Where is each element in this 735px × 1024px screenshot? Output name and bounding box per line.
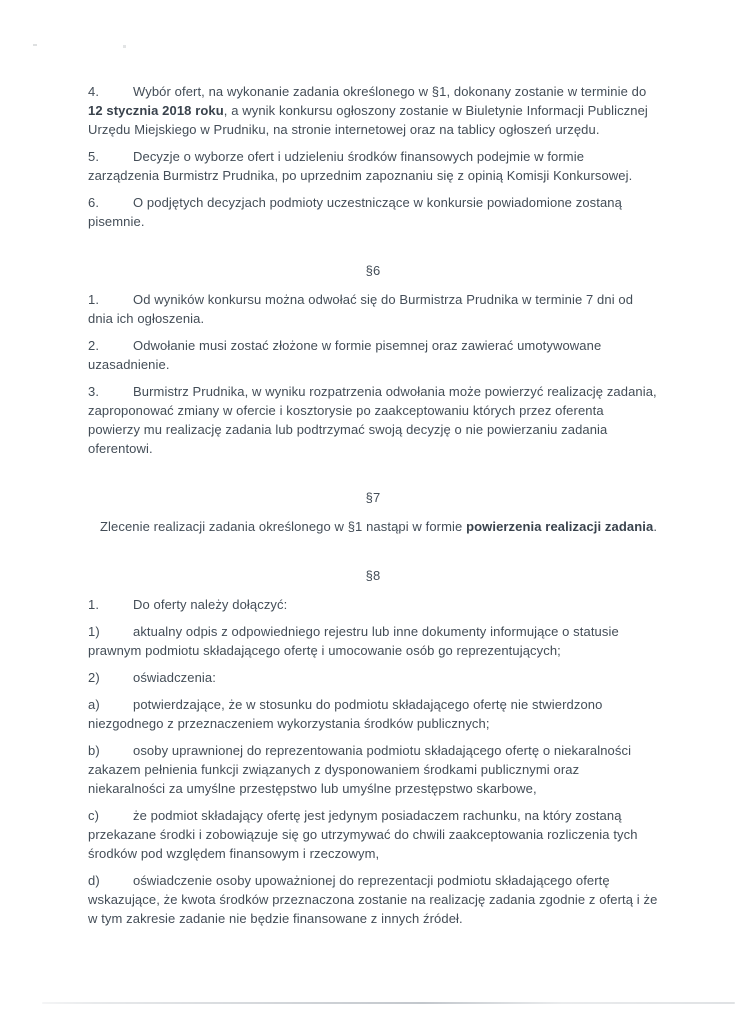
paragraph-4 [88,82,658,139]
scan-edge-line [42,1002,735,1004]
item-number: 2. [88,338,100,353]
text-run: oświadczenie osoby upoważnionej do reprezentacji podmiotu składającego ofertę wskazujące, że kwota środków przeznaczona zostanie na realizację zadania zgodnie z ofertą i że w tym zakresie zadanie nie będzie finansowane z innych źródeł. [88,873,658,926]
document-content [88,82,658,936]
item-number: 4. [88,84,100,99]
text-run: . [653,519,658,534]
bold-text-run: powierzenia realizacji zadania [466,519,654,534]
text-run: oświadczenia: [133,670,216,685]
item-number: 5. [88,149,100,164]
item-number: 2) [88,670,100,685]
paragraph-7-body [88,517,658,536]
text-run: Burmistrz Prudnika, w wyniku rozpatrzenia odwołania może powierzyć realizację zadania, zaproponować zmiany w ofercie i kosztorysie po zaakceptowaniu których przez oferenta powierzy mu realizację zadania lub podtrzymać swoją decyzję o nie powierzaniu zadania oferentowi. [88,384,657,456]
scan-speck [123,45,126,48]
item-number: a) [88,697,100,712]
text-run: Decyzje o wyborze ofert i udzieleniu środków finansowych podejmie w formie zarządzenia Burmistrz Prudnika, po uprzednim zapoznaniu się z opinią Komisji Konkursowej. [88,149,633,183]
item-number: d) [88,873,100,888]
list-item-a [88,695,658,733]
list-item-c [88,806,658,863]
paragraph-6-3 [88,382,658,458]
item-number: 1) [88,624,100,639]
item-number: b) [88,743,100,758]
list-item-1 [88,622,658,660]
text-run: że podmiot składający ofertę jest jedynym posiadaczem rachunku, na który zostaną przekazane środki i zobowiązuje się go utrzymywać do chwili zaakceptowania rozliczenia tych środków pod względem finansowym i rzeczowym, [88,808,638,861]
list-item-d [88,871,658,928]
text-run: osoby uprawnionej do reprezentowania podmiotu składającego ofertę o niekaralności zakazem pełnienia funkcji związanych z dysponowaniem środkami publicznymi oraz niekaralności za umyślne przestępstwo lub umyślne przestępstwo skarbowe, [88,743,632,796]
item-number: 1. [88,597,100,612]
paragraph-8-1 [88,595,658,614]
paragraph-6 [88,193,658,231]
item-number: 1. [88,292,100,307]
text-run: Od wyników konkursu można odwołać się do Burmistrza Prudnika w terminie 7 dni od dnia ich ogłoszenia. [88,292,634,326]
item-number: 6. [88,195,100,210]
section-heading-6: §6 [365,263,381,278]
paragraph-6-1 [88,290,658,328]
bold-text-run: 12 stycznia 2018 roku [88,103,224,118]
list-item-b [88,741,658,798]
text-run: , a wynik konkursu ogłoszony zostanie w Biuletynie Informacji Publicznej Urzędu Miejskiego w Prudniku, na stronie internetowej oraz na tablicy ogłoszeń urzędu. [88,103,648,137]
list-item-2 [88,668,658,687]
text-run: Do oferty należy dołączyć: [133,597,288,612]
text-run: Wybór ofert, na wykonanie zadania określonego w §1, dokonany zostanie w terminie do [133,84,647,99]
text-run: Odwołanie musi zostać złożone w formie pisemnej oraz zawierać umotywowane uzasadnienie. [88,338,602,372]
section-heading-8: §8 [365,568,381,583]
item-number: c) [88,808,100,823]
paragraph-5 [88,147,658,185]
scan-speck [33,44,37,46]
section-heading-7: §7 [365,490,381,505]
text-run: aktualny odpis z odpowiedniego rejestru lub inne dokumenty informujące o statusie prawnym podmiotu składającego ofertę i umocowanie osób go reprezentujących; [88,624,619,658]
item-number: 3. [88,384,100,399]
paragraph-6-2 [88,336,658,374]
text-run: potwierdzające, że w stosunku do podmiotu składającego ofertę nie stwierdzono niezgodnego z przeznaczeniem wykorzystania środków publicznych; [88,697,603,731]
text-run: O podjętych decyzjach podmioty uczestniczące w konkursie powiadomione zostaną pisemnie. [88,195,622,229]
text-run: Zlecenie realizacji zadania określonego w §1 nastąpi w formie [100,519,467,534]
